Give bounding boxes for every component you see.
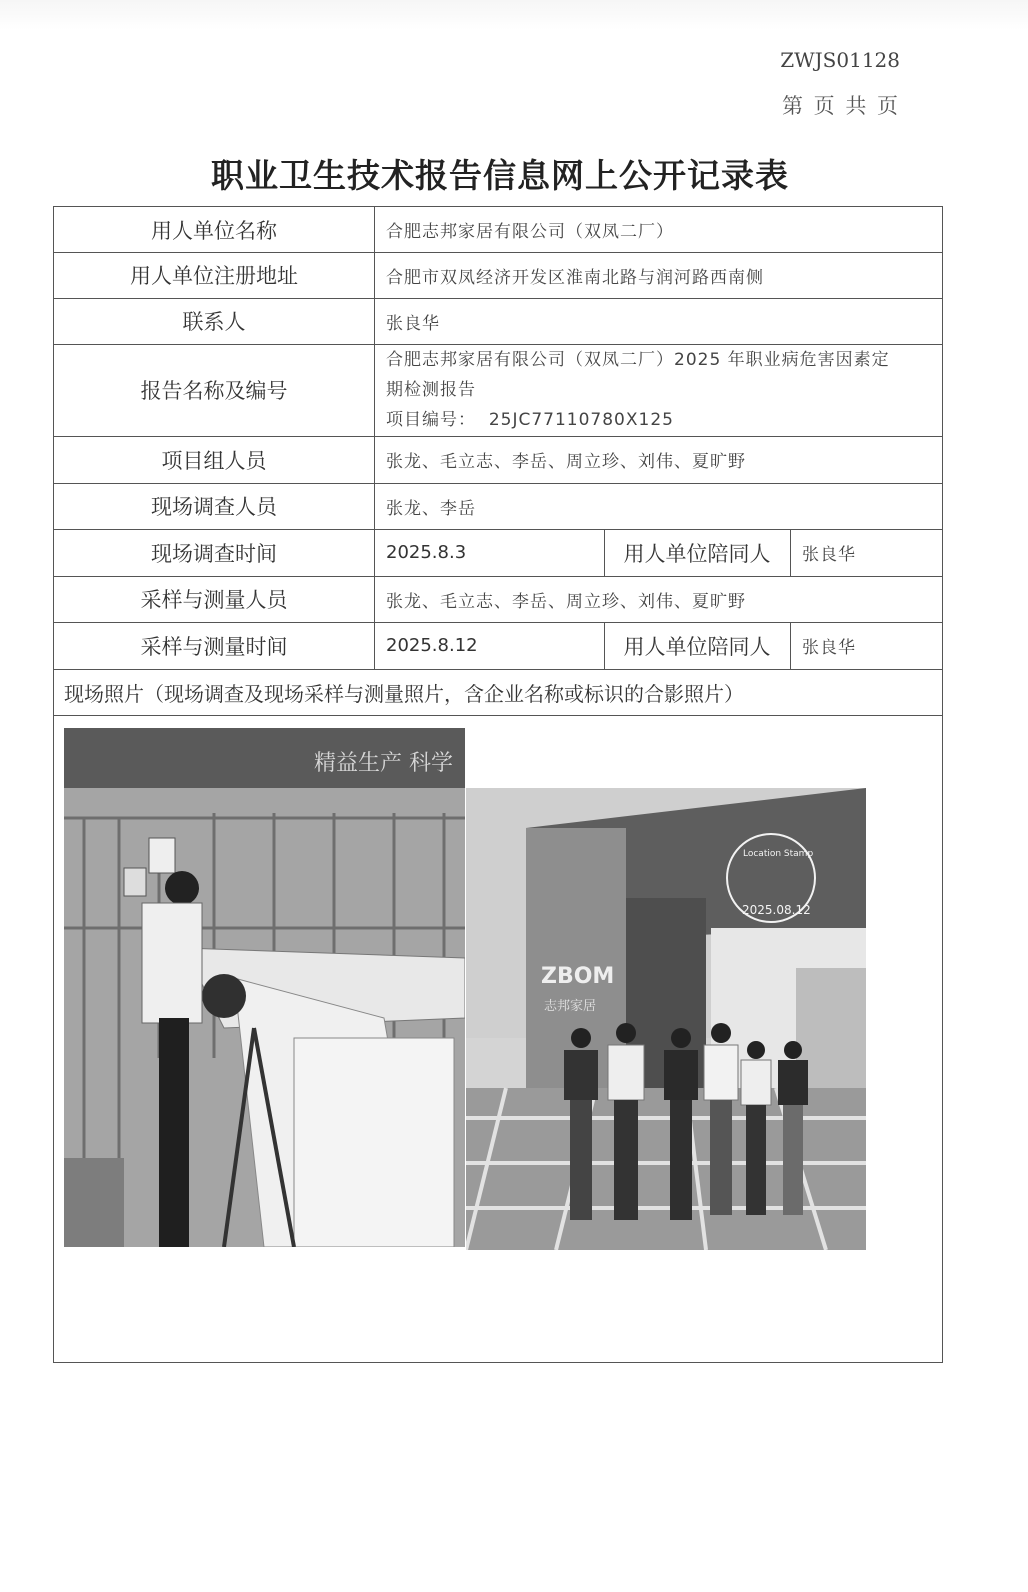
project-team-label: 项目组人员 bbox=[161, 448, 267, 473]
sampling-staff-value: 张龙、毛立志、李岳、周立珍、刘伟、夏旷野 bbox=[386, 591, 746, 612]
sampling-staff-label: 采样与测量人员 bbox=[140, 588, 288, 612]
contact-label: 联系人 bbox=[182, 310, 246, 334]
survey-time-label: 现场调查时间 bbox=[151, 541, 277, 566]
sampling-companion-value: 张良华 bbox=[802, 638, 856, 658]
survey-companion-value: 张良华 bbox=[802, 545, 856, 565]
stamp-date: 2025.08.12 bbox=[742, 903, 811, 917]
page-title: 职业卫生技术报告信息网上公开记录表 bbox=[211, 156, 789, 195]
survey-companion-label: 用人单位陪同人 bbox=[623, 541, 771, 566]
stamp-text: Location Stamp bbox=[743, 849, 814, 859]
project-number-label: 项目编号： bbox=[386, 410, 476, 430]
sampling-time-label: 采样与测量时间 bbox=[140, 634, 288, 659]
survey-staff-label: 现场调查人员 bbox=[151, 495, 277, 519]
report-label: 报告名称及编号 bbox=[140, 379, 288, 403]
survey-staff-value: 张龙、李岳 bbox=[386, 498, 476, 519]
employer-address-value: 合肥市双凤经济开发区淮南北路与润河路西南侧 bbox=[386, 267, 764, 288]
report-name-line2: 期检测报告 bbox=[386, 380, 476, 400]
banner-text: 精益生产 科学 bbox=[314, 751, 453, 776]
row-divider bbox=[54, 715, 942, 716]
page-count-note: 第 页 共 页 bbox=[781, 94, 900, 118]
zbom-logo: ZBOM bbox=[541, 964, 615, 989]
employer-address-label: 用人单位注册地址 bbox=[130, 264, 298, 288]
project-number: 25JC77110780X125 bbox=[488, 410, 674, 430]
site-sampling-photo bbox=[64, 728, 465, 1247]
project-number-line bbox=[386, 405, 674, 435]
project-team-value: 张龙、毛立志、李岳、周立珍、刘伟、夏旷野 bbox=[386, 452, 746, 472]
photos-caption: 现场照片（现场调查及现场采样与测量照片，含企业名称或标识的合影照片） bbox=[64, 681, 744, 706]
survey-time-value: 2025.8.3 bbox=[386, 542, 467, 563]
contact-value: 张良华 bbox=[386, 313, 440, 334]
employer-name-label: 用人单位名称 bbox=[151, 218, 277, 243]
employer-name-value: 合肥志邦家居有限公司（双凤二厂） bbox=[386, 222, 674, 242]
document-number: ZWJS01128 bbox=[780, 48, 900, 72]
record-table bbox=[53, 206, 943, 1363]
report-value bbox=[374, 344, 942, 436]
zbom-sublogo: 志邦家居 bbox=[544, 999, 597, 1014]
sampling-companion-label: 用人单位陪同人 bbox=[623, 634, 771, 659]
sampling-time-value: 2025.8.12 bbox=[386, 635, 478, 656]
report-name-line1: 合肥志邦家居有限公司（双凤二厂）2025 年职业病危害因素定 bbox=[386, 350, 890, 370]
team-group-photo bbox=[466, 788, 866, 1250]
